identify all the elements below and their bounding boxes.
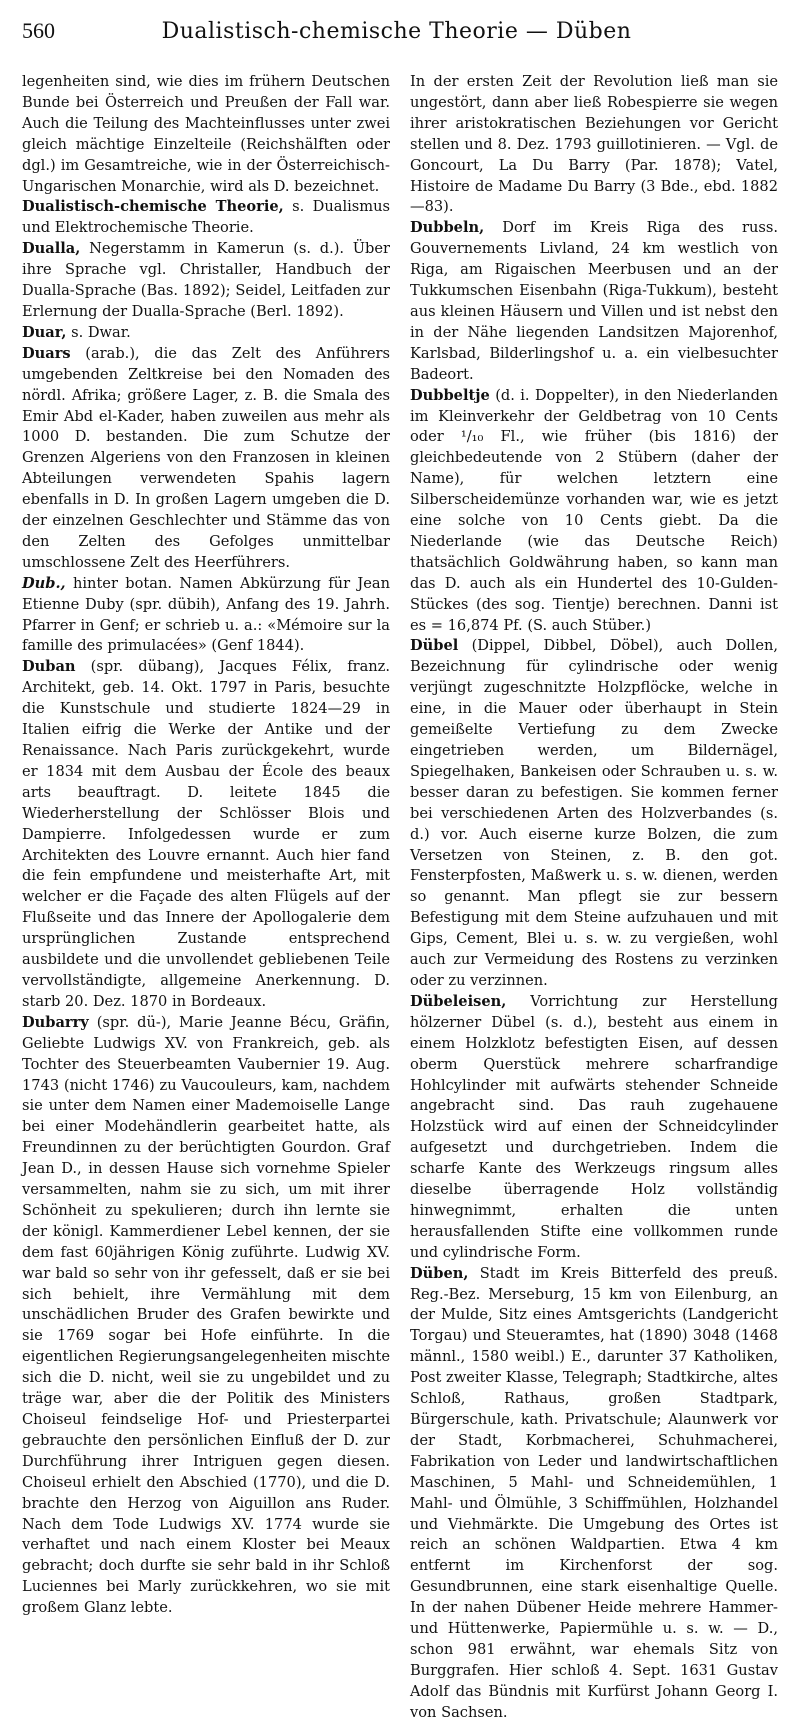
entry-text: (spr. dü-), Marie Jeanne Bécu, Gräfin, Geliebte Ludwigs XV. von Frankreich, geb. als Tochter des Steuerbeamten Vaubernier 19. Aug. 1743 (nicht 1746) zu Vaucouleurs, kam, nachdem sie unter dem Namen einer Mademoiselle Lange bei einer Modehändlerin gearbeitet hatte, als Freundinnen zu der berüchtigten Gourdon. Graf Jean D., in dessen Hause sich vornehme Spieler versammelten, nahm sie zu sich, um mit ihrer Schönheit zu spekulieren; durch ihn lernte sie der königl. Kammerdiener Lebel kennen, der sie dem fast 60jährigen König zuführte. Ludwig XV. war bald so sehr von ihr gefesselt, daß er sie bei sich behielt, ihre Vermählung mit dem unschädlichen Bruder des Grafen bewirkte und sie 1769 sogar bei Hofe einführte. In die eigentlichen Regierungsangelegenheiten mischte sich die D. nicht, weil sie zu ungebildet und zu träge war, aber die der Politik des Ministers Choiseul feindselige Hof- und Priesterpartei gebrauchte den persönlichen Einfluß der D. zur Durchführung ihrer Intriguen gegen diesen. Choiseul erhielt den Abschied (1770), und die D. brachte den Herzog von Aiguillon ans Ruder. Nach dem Tode Ludwigs XV. 1774 wurde sie verhaftet und nach einem Kloster bei Meaux gebracht; doch durfte sie sehr bald in ihr Schloß Luciennes bei Marly zurückkehren, wo sie mit großem Glanz lebte.	[22, 1013, 390, 1617]
entry	[410, 992, 778, 1264]
entry-headword: Dübel	[410, 637, 459, 655]
entry-text: s. Dualismus und Elektrochemische Theorie.	[22, 198, 391, 237]
entry-headword: Düben,	[410, 1264, 469, 1282]
entry-text: (d. i. Doppelter), in den Niederlanden im Kleinverkehr der Geldbetrag von 10 Cents oder ¹/₁₀ Fl., wie früher (bis 1816) der gleichbedeutende von 2 Stübern (daher der Name), für welchen letztern eine Silberscheidemünze vorhanden war, wie es jetzt eine solche von 10 Cents giebt. Da die Niederlande (wie das Deutsche Reich) thatsächlich Goldwährung haben, so kann man das D. auch als ein Hundertel des 10-Gulden-Stückes (des sog. Tientje) berechnen. Danni ist es = 16,874 Pf. (S. auch Stüber.)	[410, 386, 778, 634]
entry-headword: Dübeleisen,	[410, 992, 507, 1010]
left-column	[22, 72, 390, 1724]
entry	[22, 323, 390, 344]
entry	[410, 636, 778, 991]
entry	[410, 1264, 778, 1724]
entry-headword: Dubarry	[22, 1013, 89, 1031]
entry-text: (Dippel, Dibbel, Döbel), auch Dollen, Bezeichnung für cylindrische oder wenig verjüngt zugeschnitzte Holzpflöcke, welche in eine, in die Mauer oder überhaupt in Stein gemeißelte Vertiefung zu dem Zwecke eingetrieben werden, um Bildernägel, Spiegelhaken, Bankeisen oder Schrauben u. s. w. besser daran zu befestigen. Sie kommen ferner bei verschiedenen Arten des Holzverbandes (s. d.) vor. Auch eiserne kurze Bolzen, die zum Versetzen von Steinen, z. B. den got. Fensterpfosten, Maßwerk u. s. w. dienen, werden so genannt. Man pflegt sie zur bessern Befestigung mit dem Steine aufzuhauen und mit Gips, Cement, Blei u. s. w. zu vergießen, wohl auch zur Vermeidung des Rostens zu verzinken oder zu verzinnen.	[410, 637, 778, 989]
entry	[410, 218, 778, 385]
entry	[22, 239, 390, 323]
entry	[22, 344, 390, 574]
entry-headword: Duar,	[22, 323, 67, 341]
entry-text: Dorf im Kreis Riga des russ. Gouvernements Livland, 24 km westlich von Riga, am Rigaischen Meerbusen und an der Tukkumschen Eisenbahn (Riga-Tukkum), besteht aus kleinen Häusern und Villen und ist nebst den in der Nähe liegenden Landsitzen Majorenhof, Karlsbad, Bilderlingshof u. a. ein vielbesuchter Badeort.	[410, 219, 778, 383]
entry-text: (spr. dübang), Jacques Félix, franz. Architekt, geb. 14. Okt. 1797 in Paris, besuchte die Kunstschule und studierte 1824—29 in Italien eifrig die Werke der Antike und der Renaissance. Nach Paris zurückgekehrt, wurde er 1834 mit dem Ausbau der École des beaux arts beauftragt. D. leitete 1845 die Wiederherstellung der Schlösser Blois und Dampierre. Infolgedessen wurde er zum Architekten des Louvre ernannt. Auch hier fand die fein empfundene und meisterhafte Art, mit welcher er die Façade des alten Flügels auf der Flußseite und das Innere der Apollogalerie dem ursprünglichen Zustande entsprechend ausbildete und die unvollendet gebliebenen Teile vervollständigte, allgemeine Anerkennung. D. starb 20. Dez. 1870 in Bordeaux.	[22, 658, 390, 1010]
entry	[22, 657, 390, 1012]
entry-headword: Dubbeltje	[410, 386, 490, 404]
entry-text: In der ersten Zeit der Revolution ließ man sie ungestört, dann aber ließ Robespierre sie wegen ihrer aristokratischen Beziehungen vor Gericht stellen und 8. Dez. 1793 guillotinieren. — Vgl. de Goncourt, La Du Barry (Par. 1878); Vatel, Histoire de Madame Du Barry (3 Bde., ebd. 1882—83).	[410, 73, 778, 216]
entry	[410, 386, 778, 637]
entry	[22, 72, 390, 197]
entry-text: Stadt im Kreis Bitterfeld des preuß. Reg.-Bez. Merseburg, 15 km von Eilenburg, an der Mulde, Sitz eines Amtsgerichts (Landgericht Torgau) und Steueramtes, hat (1890) 3048 (1468 männl., 1580 weibl.) E., darunter 37 Katholiken, Post zweiter Klasse, Telegraph; Stadtkirche, altes Schloß, Rathaus, großen Stadtpark, Bürgerschule, kath. Privatschule; Alaunwerk vor der Stadt, Korbmacherei, Schuhmacherei, Fabrikation von Leder und landwirtschaftlichen Maschinen, 5 Mahl- und Schneidemühlen, 1 Mahl- und Ölmühle, 3 Schiffmühlen, Holzhandel und Viehmärkte. Die Umgebung des Ortes ist reich an schönen Waldpartien. Etwa 4 km entfernt im Kirchenforst der sog. Gesundbrunnen, eine stark eisenhaltige Quelle. In der nahen Dübener Heide mehrere Hammer- und Hüttenwerke, Papiermühle u. s. w. — D., schon 981 erwähnt, war ehemals Sitz von Burggrafen. Hier schloß 4. Sept. 1631 Gustav Adolf das Bündnis mit Kurfürst Johann Georg I. von Sachsen.	[410, 1264, 778, 1721]
entry-text: s. Dwar.	[66, 323, 131, 341]
text-columns	[22, 72, 778, 1724]
entry-text: legenheiten sind, wie dies im frühern Deutschen Bunde bei Österreich und Preußen der Fall war. Auch die Teilung des Machteinflusses unter zwei gleich mächtige Einzelteile (Reichshälften oder dgl.) im Gesamtreiche, wie in der Österreichisch-Ungarischen Monarchie, wird als D. bezeichnet.	[22, 73, 390, 195]
entry-headword: Duars	[22, 344, 71, 362]
entry-headword: Duban	[22, 658, 76, 676]
entry-text: Vorrichtung zur Herstellung hölzerner Dübel (s. d.), besteht aus einem in einem Holzklotz befestigten Eisen, auf dessen oberm Querstück mehrere scharfrandige Hohlcylinder mit aufwärts stehender Schneide angebracht sind. Das rauh zugehauene Holzstück wird auf einen der Schneidcylinder aufgesetzt und durchgetrieben. Indem die scharfe Kante des Werkzeugs ringsum alles dieselbe überragende Holz vollständig hinwegnimmt, erhalten die unten herausfallenden Stifte eine vollkommen runde und cylindrische Form.	[410, 992, 778, 1261]
right-column	[410, 72, 778, 1724]
entry	[22, 574, 390, 658]
entry	[410, 72, 778, 218]
page-number: 560	[22, 18, 55, 43]
entry-headword: Dub.,	[22, 574, 66, 592]
entry-text: hinter botan. Namen Abkürzung für Jean Etienne Duby (spr. dübih), Anfang des 19. Jahrh. Pfarrer in Genf; er schrieb u. a.: «Mémoire sur la famille des primulacées» (Genf 1844).	[22, 574, 390, 655]
entry-headword: Dubbeln,	[410, 219, 485, 237]
entry-headword: Dualistisch-chemische Theorie,	[22, 198, 284, 216]
page-header	[22, 18, 778, 56]
entry-text: (arab.), die das Zelt des Anführers umgebenden Zeltkreise bei den Nomaden des nördl. Afrika; größere Lager, z. B. die Smala des Emir Abd el-Kader, haben zuweilen aus mehr als 1000 D. bestanden. Die zum Schutze der Grenzen Algeriens von den Franzosen in kleinen Abteilungen verwendeten Spahis lagern ebenfalls in D. In großen Lagern umgeben die D. der einzelnen Geschlechter und Stämme das von den Zelten des Gefolges unmittelbar umschlossene Zelt des Heerführers.	[22, 344, 390, 571]
entry	[22, 197, 390, 239]
entry	[22, 1013, 390, 1619]
running-head: Dualistisch-chemische Theorie — Düben	[161, 19, 632, 44]
entry-headword: Dualla,	[22, 240, 81, 258]
entry-text: Negerstamm in Kamerun (s. d.). Über ihre Sprache vgl. Christaller, Handbuch der Dualla-Sprache (Bas. 1892); Seidel, Leitfaden zur Erlernung der Dualla-Sprache (Berl. 1892).	[22, 240, 390, 320]
